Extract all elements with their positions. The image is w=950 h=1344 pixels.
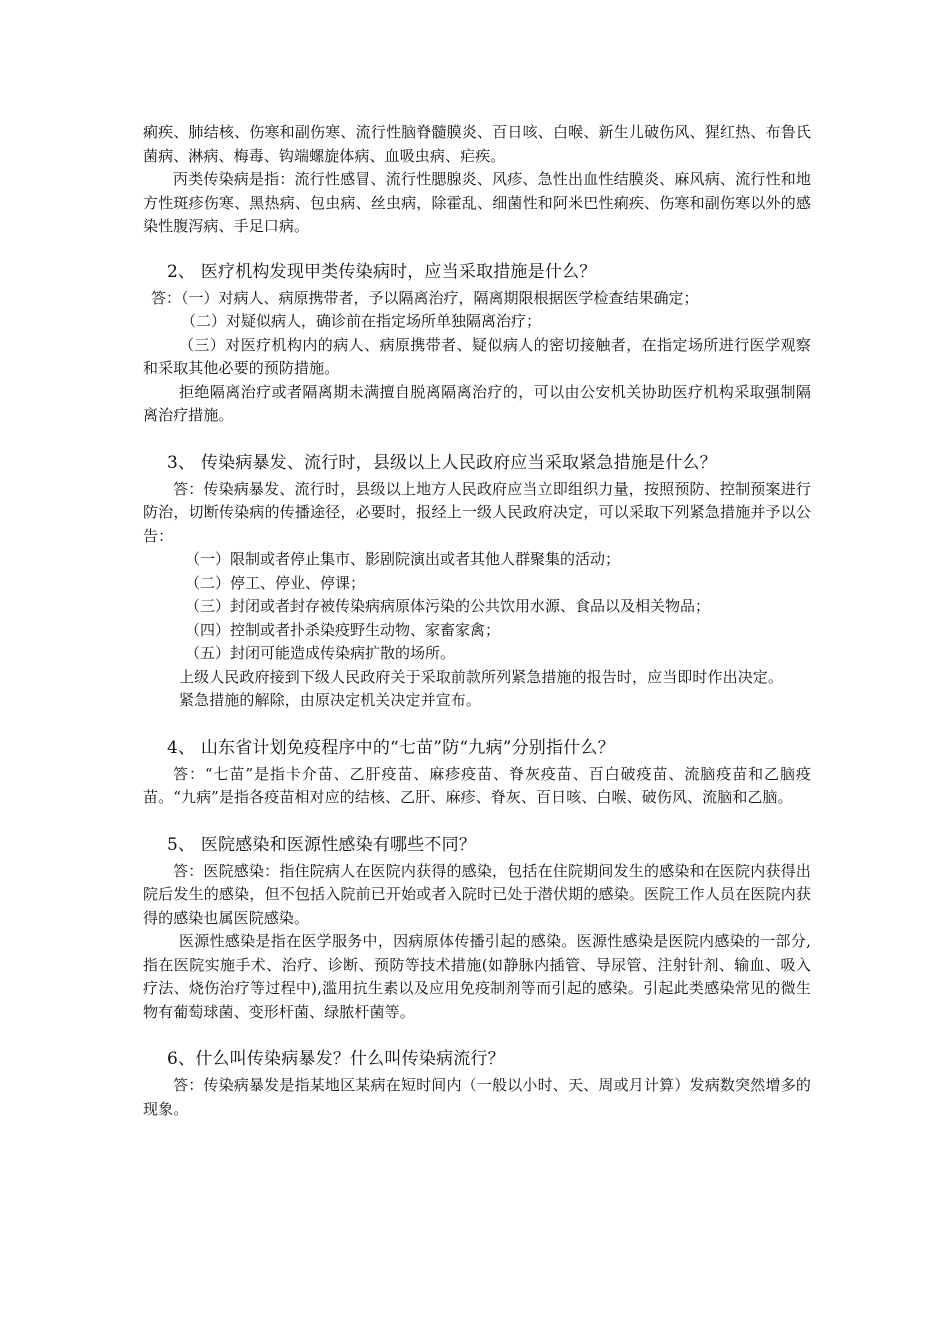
question-3-item-3: （三）封闭或者封存被传染病病原体污染的公共饮用水源、食品以及相关物品；: [185, 597, 711, 615]
question-2-answer-4: 拒绝隔离治疗或者隔离期未满擅自脱离隔离治疗的，可以由公安机关协助医疗机构采取强制隔离治疗措施。: [143, 382, 811, 424]
question-3-item-5: （五）封闭可能造成传染病扩散的场所。: [185, 644, 456, 662]
question-3-paragraph-2: 紧急措施的解除，由原决定机关决定并宣布。: [179, 691, 482, 709]
question-6-answer: 答：传染病暴发是指某地区某病在短时间内（一般以小时、天、周或月计算）发病数突然增多的现象。: [143, 1076, 811, 1118]
intro-paragraph-1: 痢疾、肺结核、伤寒和副伤寒、流行性脑脊髓膜炎、百日咳、白喉、新生儿破伤风、猩红热、布鲁氏菌病、淋病、梅毒、钩端螺旋体病、血吸虫病、疟疾。: [143, 123, 811, 165]
question-5-heading: 5、 医院感染和医源性感染有哪些不同？: [167, 834, 477, 855]
question-2-answer-1: 答：（一）对病人、病原携带者，予以隔离治疗，隔离期限根据医学检查结果确定；: [151, 288, 699, 307]
question-3-answer-lead: 答：传染病暴发、流行时，县级以上地方人民政府应当立即组织力量，按照预防、控制预案进行防治，切断传染病的传播途径，必要时，报经上一级人民政府决定，可以采取下列紧急措施并予以公告：: [143, 479, 811, 545]
question-6-heading: 6、什么叫传染病暴发？什么叫传染病流行？: [167, 1049, 505, 1069]
question-4-answer: 答：“七苗”是指卡介苗、乙肝疫苗、麻疹疫苗、脊灰疫苗、百白破疫苗、流脑疫苗和乙脑疫苗。“九病”是指各疫苗相对应的结核、乙肝、麻疹、脊灰、百日咳、白喉、破伤风、流脑和乙脑。: [143, 764, 811, 806]
question-3-item-1: （一）限制或者停止集市、影剧院演出或者其他人群聚集的活动；: [185, 550, 621, 568]
question-5-answer-2: 医源性感染是指在医学服务中，因病原体传播引起的感染。医源性感染是医院内感染的一部分,指在医院实施手术、治疗、诊断、预防等技术措施(如静脉内插管、导尿管、注射针剂、输血、吸入疗法、烧伤治疗等过程中),滥用抗生素以及应用免疫制剂等而引起的感染。引起此类感染常见的微生物有葡萄球菌、变形杆菌、绿脓杆菌等。: [143, 932, 811, 1021]
question-3-heading: 3、 传染病暴发、流行时，县级以上人民政府应当采取紧急措施是什么？: [167, 452, 717, 473]
question-2-answer-3: （三）对医疗机构内的病人、病原携带者、疑似病人的密切接触者，在指定场所进行医学观察和采取其他必要的预防措施。: [143, 335, 811, 377]
question-3-item-2: （二）停工、停业、停课；: [185, 573, 366, 592]
document-page: [143, 121, 811, 1121]
question-2-answer-2: （二）对疑似病人，确诊前在指定场所单独隔离治疗；: [181, 312, 542, 330]
question-4-heading: 4、 山东省计划免疫程序中的“七苗”防“九病”分别指什么？: [167, 737, 615, 758]
question-2-heading: 2、 医疗机构发现甲类传染病时，应当采取措施是什么？: [167, 261, 597, 282]
question-3-item-4: （四）控制或者扑杀染疫野生动物、家畜家禽；: [185, 620, 501, 639]
question-3-paragraph-1: 上级人民政府接到下级人民政府关于采取前款所列紧急措施的报告时，应当即时作出决定。: [179, 667, 784, 686]
intro-paragraph-2: 丙类传染病是指：流行性感冒、流行性腮腺炎、风疹、急性出血性结膜炎、麻风病、流行性和地方性斑疹伤寒、黑热病、包虫病、丝虫病，除霍乱、细菌性和阿米巴性痢疾、伤寒和副伤寒以外的感染性腹泻病、手足口病。: [143, 170, 811, 235]
question-5-answer-1: 答：医院感染：指住院病人在医院内获得的感染，包括在住院期间发生的感染和在医院内获得出院后发生的感染，但不包括入院前已开始或者入院时已处于潜伏期的感染。医院工作人员在医院内获得的感染也属医院感染。: [143, 861, 811, 927]
